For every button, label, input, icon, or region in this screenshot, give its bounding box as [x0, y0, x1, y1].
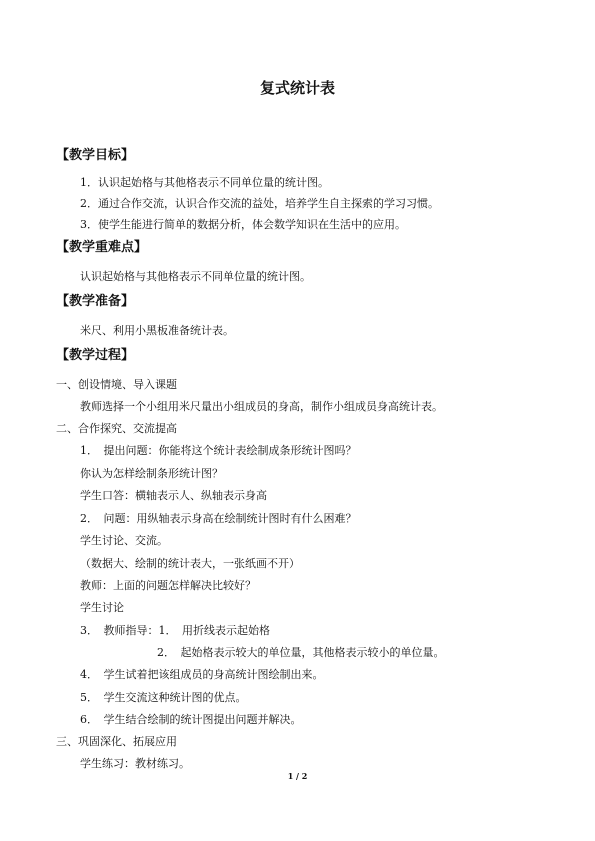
process-line-8: 学生讨论、交流。	[80, 534, 168, 547]
process-line-7: 2． 问题：用纵轴表示身高在绘制统计图时有什么困难？	[80, 512, 357, 525]
process-line-14: 4． 学生试着把该组成员的身高统计图绘制出来。	[80, 668, 324, 681]
process-line-16: 6． 学生结合绘制的统计图提出问题并解决。	[80, 713, 302, 726]
process-line-17: 三、巩固深化、拓展应用	[56, 735, 177, 748]
goal-item-3: 3．使学生能进行简单的数据分析，体会数学知识在生活中的应用。	[80, 218, 406, 231]
section-heading-goals: 【教学目标】	[56, 148, 135, 163]
process-line-15: 5． 学生交流这种统计图的优点。	[80, 691, 247, 704]
process-line-11: 学生讨论	[80, 601, 124, 614]
process-line-10: 教师：上面的问题怎样解决比较好？	[80, 579, 256, 592]
section-heading-key-points: 【教学重难点】	[56, 240, 148, 255]
page-title: 复式统计表	[259, 79, 335, 97]
section-heading-prep: 【教学准备】	[56, 294, 135, 309]
goal-item-2: 2．通过合作交流，认识合作交流的益处，培养学生自主探索的学习习惯。	[80, 197, 439, 210]
key-points-text: 认识起始格与其他格表示不同单位量的统计图。	[80, 270, 311, 283]
process-line-13: 2． 起始格表示较大的单位量，其他格表示较小的单位量。	[157, 646, 445, 659]
goal-item-1: 1．认识起始格与其他格表示不同单位量的统计图。	[80, 176, 329, 189]
process-line-9: （数据大、绘制的统计表大，一张纸画不开）	[80, 557, 300, 570]
page-number: 1 / 2	[287, 771, 308, 781]
section-heading-process: 【教学过程】	[56, 348, 135, 363]
process-line-18: 学生练习：教材练习。	[80, 757, 190, 770]
process-line-3: 二、合作探究、交流提高	[56, 422, 177, 435]
process-line-12: 3． 教师指导：1． 用折线表示起始格	[80, 624, 270, 637]
process-line-5: 你认为怎样绘制条形统计图？	[80, 467, 223, 480]
prep-text: 米尺、利用小黑板准备统计表。	[80, 324, 234, 337]
process-line-6: 学生口答：横轴表示人、纵轴表示身高	[80, 489, 267, 502]
process-line-2: 教师选择一个小组用米尺量出小组成员的身高，制作小组成员身高统计表。	[80, 400, 443, 413]
process-line-4: 1． 提出问题：你能将这个统计表绘制成条形统计图吗？	[80, 444, 357, 457]
process-line-1: 一、创设情境、导入课题	[56, 378, 177, 391]
